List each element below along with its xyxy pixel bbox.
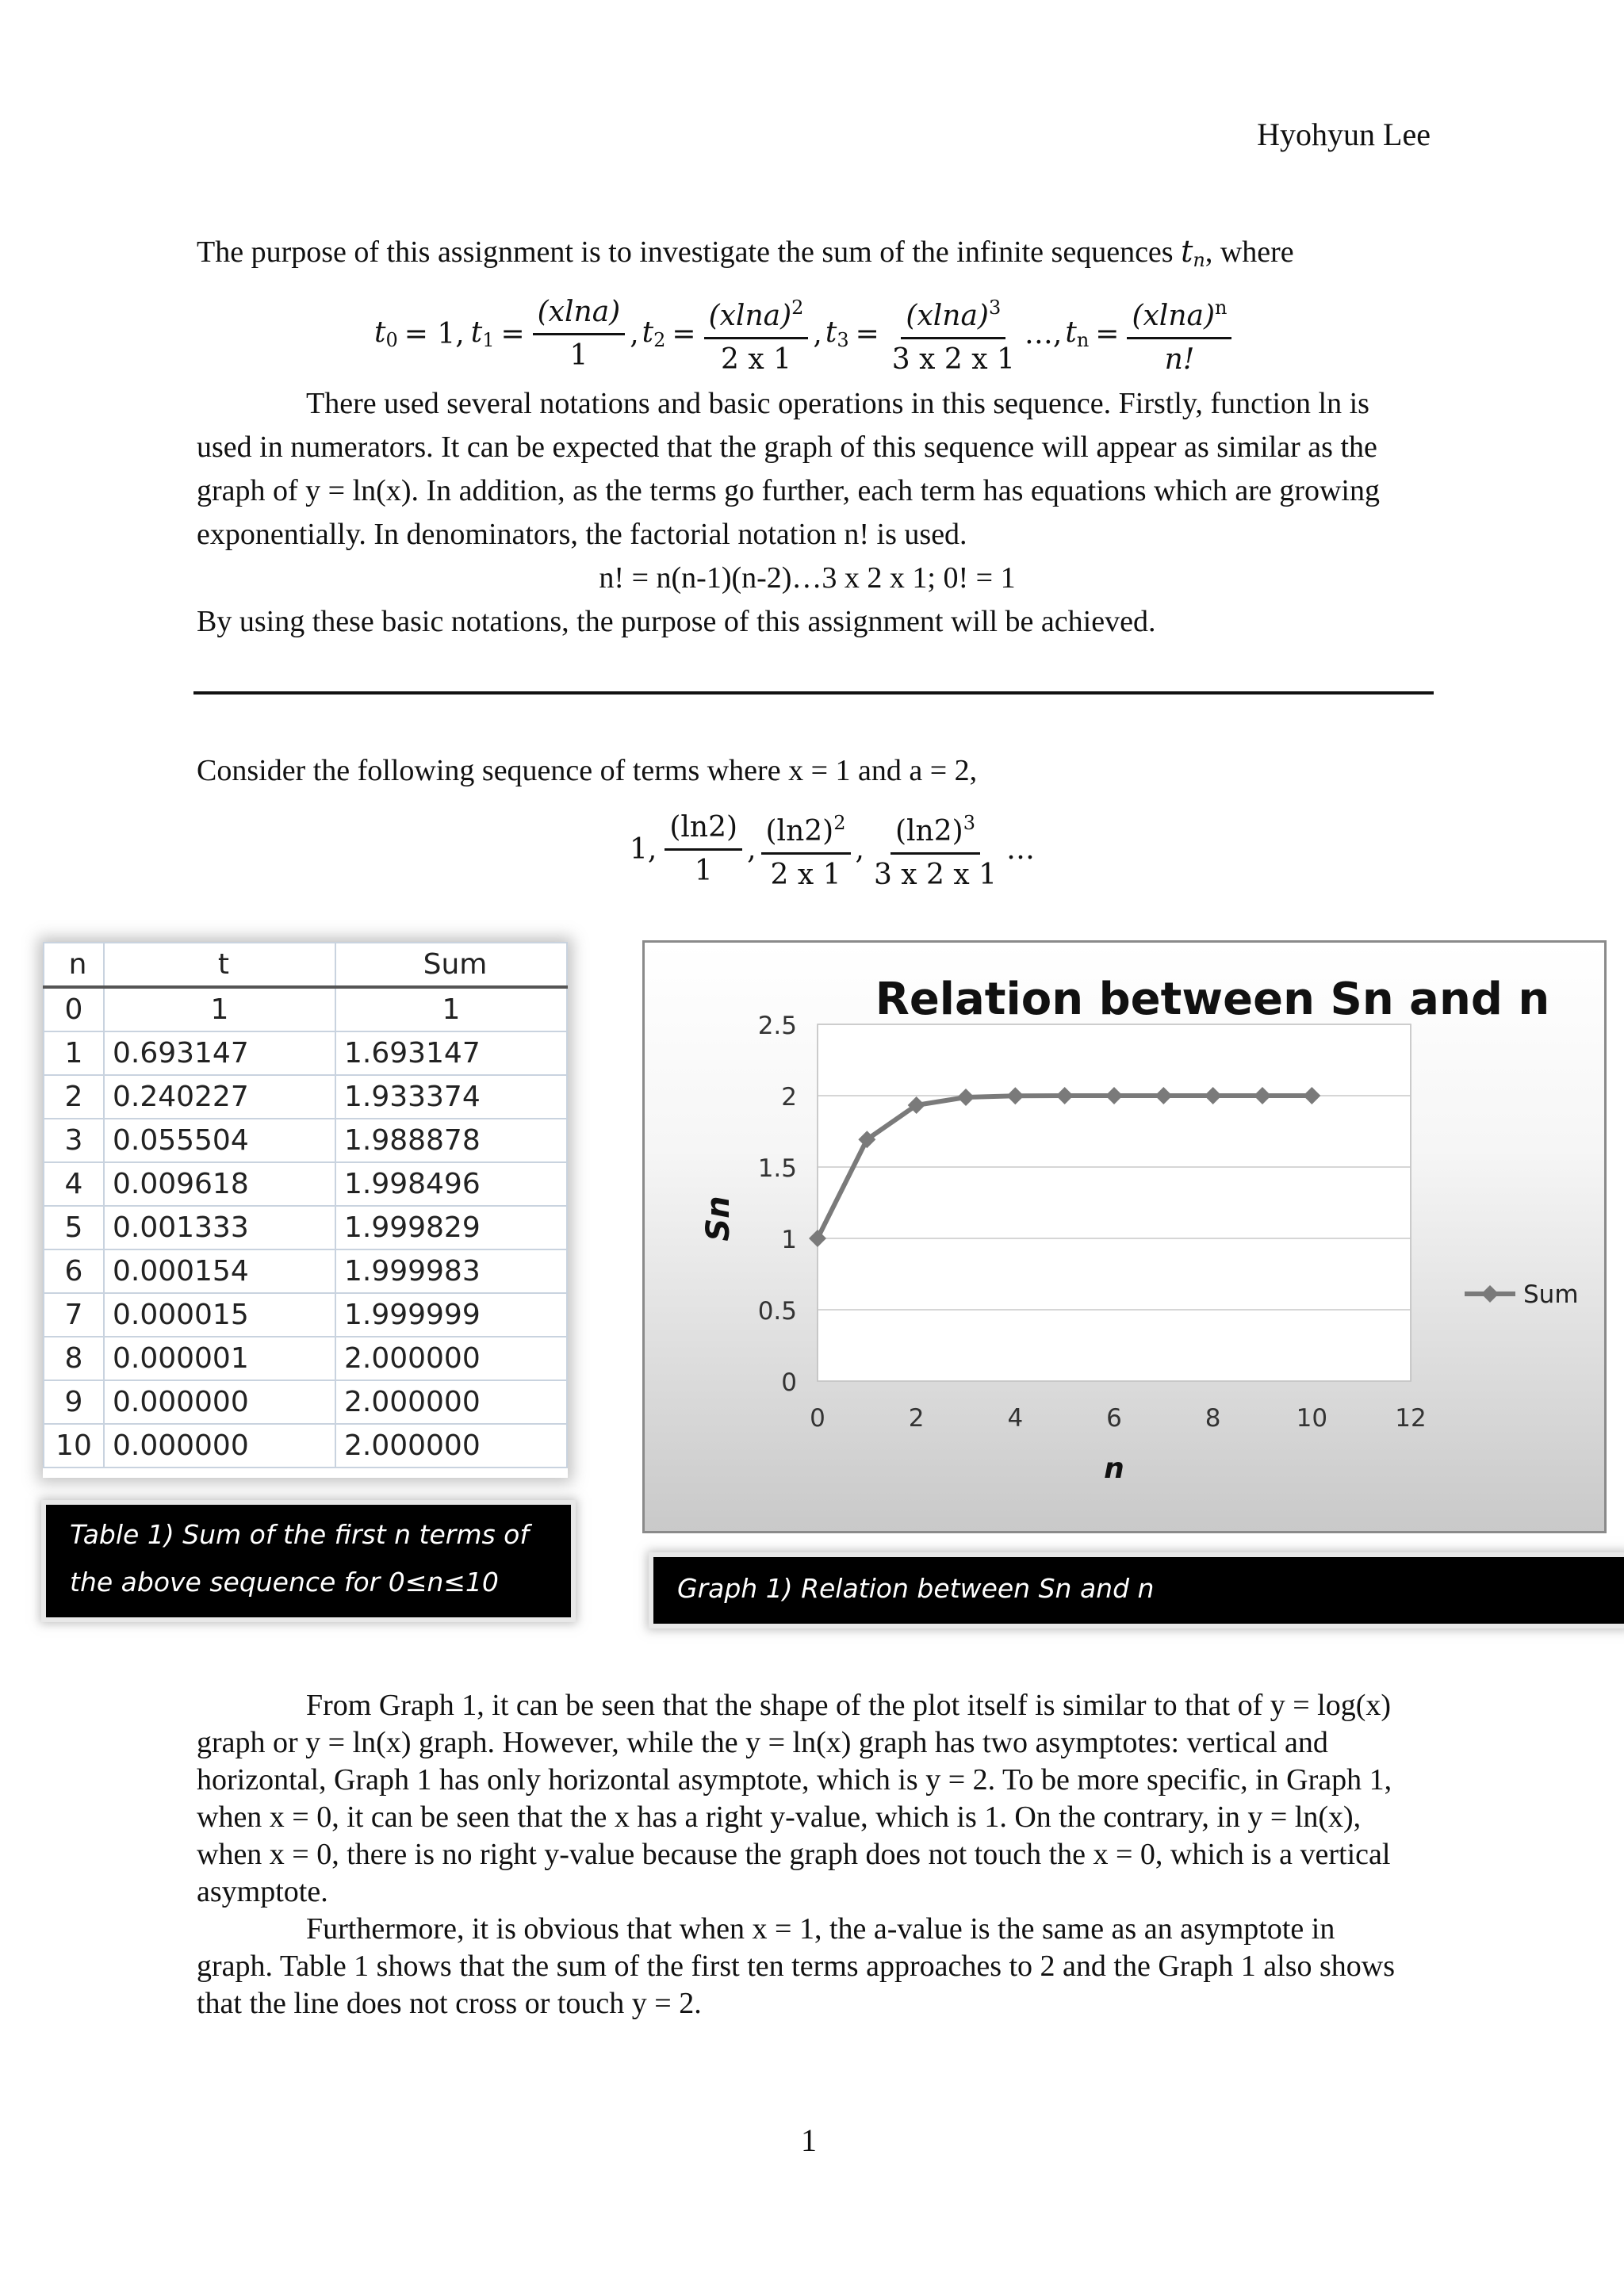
intro-text: The purpose of this assignment is to investigate the sum of the infinite sequences (197, 235, 1174, 269)
x-tick-label: 4 (1007, 1404, 1024, 1433)
x-tick-label: 10 (1296, 1404, 1328, 1433)
cell-n: 5 (44, 1206, 104, 1249)
x-axis-label: n (1104, 1452, 1124, 1485)
section-divider (193, 691, 1434, 695)
y-tick-label: 1.5 (757, 1154, 797, 1183)
cell-sum: 1.999983 (335, 1249, 567, 1293)
cell-n: 8 (44, 1337, 104, 1380)
cell-n: 4 (44, 1162, 104, 1206)
cell-n: 9 (44, 1380, 104, 1424)
x-tick-label: 8 (1205, 1404, 1221, 1433)
cell-sum: 2.000000 (335, 1424, 567, 1468)
fraction-g3: $\frac{(\ln 2)^3}{3 x 2 x 1}$ (869, 806, 1002, 893)
consider-text: Consider the following sequence of terms where x = 1 and a = 2, (197, 754, 978, 787)
y-tick-label: 0.5 (757, 1297, 797, 1326)
cell-sum: 1.933374 (335, 1075, 567, 1119)
sum-chart (642, 940, 1607, 1533)
cell-n: 0 (44, 987, 104, 1031)
table-row (44, 1031, 567, 1075)
cell-t: 0.240227 (104, 1075, 335, 1119)
page-number: 1 (801, 2122, 817, 2158)
header-t: t (104, 943, 335, 987)
fraction-t3: $\frac{(xlna)^3}{3 x 2 x 1}$ (887, 290, 1020, 377)
fraction-tn: $\frac{(xlna)^n}{n!}$ (1127, 290, 1231, 377)
cell-t: 0.009618 (104, 1162, 335, 1206)
cell-n: 1 (44, 1031, 104, 1075)
cell-sum: 2.000000 (335, 1380, 567, 1424)
cell-t: 0.055504 (104, 1119, 335, 1162)
cell-t: 0.000154 (104, 1249, 335, 1293)
fraction-g1: $\frac{(\ln 2)}{1}$ (665, 810, 742, 889)
example-sequence-formula: 1, $\frac{(\ln 2)}{1}$ , $\frac{(\ln 2)^2}{2 x 1}$ , $\frac{(\ln 2)^3}{3 x 2 x 1}$ … (626, 806, 1035, 893)
cell-t: 0.000000 (104, 1380, 335, 1424)
paragraph-conclusion: Furthermore, it is obvious that when x = 1, the a-value is the same as an asymptote in graph. Table 1 shows that the sum of the first ten terms approaches to 2 and the Graph 1 also shows that the line does not cross or touch y = 2. (197, 1912, 1396, 2020)
header-n: n (44, 943, 104, 987)
table-row (44, 1119, 567, 1162)
fraction-t1: $\frac{(xlna)}{1}$ (533, 295, 626, 373)
cell-n: 10 (44, 1424, 104, 1468)
intro-where: , where (1205, 235, 1294, 269)
factorial-definition: n! = n(n-1)(n-2)…3 x 2 x 1; 0! = 1 (599, 561, 1016, 595)
legend-label-sum: Sum (1523, 1280, 1579, 1309)
table-row (44, 987, 567, 1031)
y-axis-label: Sn (700, 1196, 737, 1242)
cell-t: 0.693147 (104, 1031, 335, 1075)
table-row (44, 1293, 567, 1337)
table-row (44, 1249, 567, 1293)
table-row (44, 1424, 567, 1468)
table-row (44, 1162, 567, 1206)
chart-svg (645, 943, 1609, 1536)
paragraph-purpose: By using these basic notations, the purpose of this assignment will be achieved. (197, 605, 1156, 638)
cell-t: 0.000001 (104, 1337, 335, 1380)
header-sum: Sum (335, 943, 567, 987)
sum-table (43, 942, 568, 1478)
cell-n: 3 (44, 1119, 104, 1162)
author-name: Hyohyun Lee (1257, 117, 1431, 152)
cell-sum: 2.000000 (335, 1337, 567, 1380)
x-tick-label: 6 (1106, 1404, 1122, 1433)
x-tick-label: 2 (908, 1404, 925, 1433)
cell-sum: 1.999999 (335, 1293, 567, 1337)
cell-sum: 1.999829 (335, 1206, 567, 1249)
paragraph-analysis: From Graph 1, it can be seen that the shape of the plot itself is similar to that of y = log(x) graph or y = ln(x) graph. However, while the y = ln(x) graph has two asymptotes: vertical and horizontal, Graph 1 has only horizontal asymptote, which is y = 2. To be more specific, in Graph 1, when x = 0, it can be seen that the x has a right y-value, which is 1. On the contrary, in y = ln(x), when x = 0, there is no right y-value because the graph does not touch the x = 0, which is a vertical asymptote. (197, 1689, 1392, 1908)
cell-sum: 1.988878 (335, 1119, 567, 1162)
cell-n: 2 (44, 1075, 104, 1119)
cell-n: 6 (44, 1249, 104, 1293)
plot-area (818, 1024, 1411, 1381)
x-tick-label: 12 (1395, 1404, 1427, 1433)
intro-line (197, 230, 1418, 282)
sequence-formula: $t_0$ = 1, $t_1$ = $\frac{(xlna)}{1}$ , $t_2$ = $\frac{(xlna)^2}{2 x 1}$ , $t_3$ = $\frac{(xlna)^3}{3 x 2 x 1}$ …, $t_n$ = $\frac{(xlna)^n}{n!}$ (371, 290, 1236, 377)
table-row (44, 1206, 567, 1249)
cell-sum: 1.693147 (335, 1031, 567, 1075)
table-row (44, 1337, 567, 1380)
cell-t: 0.000000 (104, 1424, 335, 1468)
chart-title: Relation between Sn and n (875, 974, 1550, 1025)
cell-n: 7 (44, 1293, 104, 1337)
fraction-t2: $\frac{(xlna)^2}{2 x 1}$ (704, 290, 809, 377)
y-tick-label: 0 (781, 1368, 797, 1397)
intro-variable: $t_n$ (1181, 234, 1205, 271)
table-row (44, 1380, 567, 1424)
y-tick-label: 1 (781, 1226, 797, 1254)
cell-sum: 1.998496 (335, 1162, 567, 1206)
cell-t: 0.000015 (104, 1293, 335, 1337)
cell-t: 1 (104, 987, 335, 1031)
paragraph-notations: There used several notations and basic operations in this sequence. Firstly, function ln is used in numerators. It can be expected that the graph of this sequence will appear as similar as the graph of y = ln(x). In addition, as the terms go further, each term has equations which are growing exponentially. In denominators, the factorial notation n! is used. (197, 387, 1380, 551)
table-caption: Table 1) Sum of the first n terms of the above sequence for 0≤n≤10 (46, 1505, 571, 1617)
legend-marker (1481, 1285, 1499, 1303)
x-tick-label: 0 (810, 1404, 825, 1433)
cell-t: 0.001333 (104, 1206, 335, 1249)
graph-caption: Graph 1) Relation between Sn and n (653, 1557, 1624, 1624)
y-tick-label: 2.5 (757, 1012, 797, 1040)
fraction-g2: $\frac{(\ln 2)^2}{2 x 1}$ (761, 806, 851, 893)
table-row (44, 1075, 567, 1119)
cell-sum: 1 (335, 987, 567, 1031)
y-tick-label: 2 (781, 1083, 797, 1112)
